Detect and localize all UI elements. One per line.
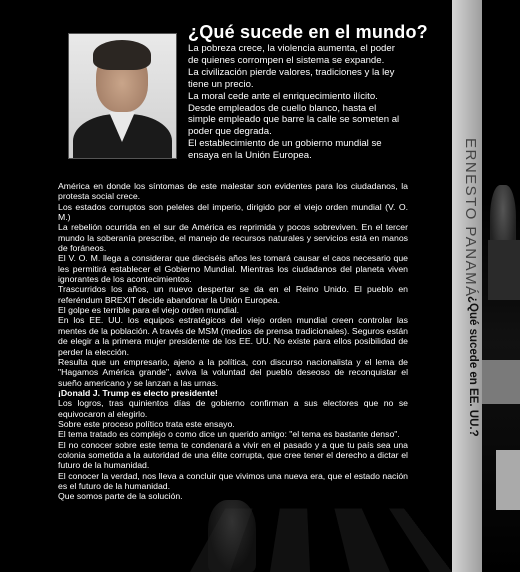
chessboard-background bbox=[150, 508, 452, 572]
spine-title: ¿Qué sucede en EE. UU.? bbox=[467, 296, 479, 437]
body-paragraph: El conocer la verdad, nos lleva a concluir que vivimos una nueva era, que el estado nación es el futuro de la humanidad. bbox=[58, 470, 408, 491]
body-paragraph: América en donde los síntomas de este malestar son evidentes para los ciudadanos, la protesta social crece. bbox=[58, 181, 408, 202]
spine-author: ERNESTO PANAMÁ bbox=[462, 138, 479, 298]
intro-paragraph: La civilización pierde valores, tradiciones y la ley tiene un precio. bbox=[188, 66, 395, 90]
chess-piece-image bbox=[208, 500, 256, 572]
back-cover-title: ¿Qué sucede en el mundo? bbox=[188, 22, 428, 42]
body-paragraph-emphasis: ¡Donald J. Trump es electo presidente! bbox=[58, 387, 218, 398]
front-cover-edge bbox=[482, 0, 520, 572]
body-paragraph: Trascurridos los años, un nuevo despertar se da en el Reino Unido. El pueblo en referéndum BREXIT decide abandonar la Unión Europea. bbox=[58, 284, 408, 305]
body-paragraph: La rebelión ocurrida en el sur de América es reprimida y pocos sobreviven. En el tercer mundo la soberanía prescribe, el manejo de recursos naturales y servicios está en manos de foráneos. bbox=[58, 222, 408, 254]
body-paragraph: En los EE. UU. los equipos estratégicos del viejo orden mundial creen controlar las mentes de la población. A través de MSM (medios de prensa tradicionales). Seguros están de elegir a la primera mujer presidente de los EE. UU. No existe para ellos posibilidad de perder la elección. bbox=[58, 315, 408, 357]
body-paragraph: Que somos parte de la solución. bbox=[58, 491, 183, 502]
chessboard-square bbox=[488, 240, 520, 300]
body-paragraph: El V. O. M. llega a considerar que dieciséis años les tomará causar el caos necesario que les permitirá establecer el Gobierno Mundial. Mientras los ciudadanos del planeta viven ignorantes de los acontecimientos. bbox=[58, 253, 408, 285]
body-paragraph: El golpe es terrible para el viejo orden mundial. bbox=[58, 305, 240, 316]
chessboard-square bbox=[496, 450, 520, 510]
intro-paragraph: La moral cede ante el enriquecimiento ilícito. Desde empleados de cuello blanco, hasta el simple empleado que barre la calle se someten al poder que degrada. bbox=[188, 90, 400, 138]
intro-text bbox=[188, 43, 405, 162]
synopsis-text bbox=[58, 181, 408, 502]
body-paragraph: Los estados corruptos son peleles del imperio, dirigido por el viejo orden mundial (V. O. M.) bbox=[58, 201, 408, 223]
body-paragraph: El no conocer sobre este tema te condenará a vivir en el pasado y a que tu país sea una colonia sometida a la autoridad de una élite corrupta, que cree tener el derecho a dictar el futuro de la humanidad. bbox=[58, 439, 408, 471]
chessboard-square bbox=[482, 360, 520, 404]
body-paragraph: Los logros, tras quinientos días de gobierno confirman a sus electores que no se equivocaron al elegirlo. bbox=[58, 398, 408, 419]
intro-paragraph: La pobreza crece, la violencia aumenta, el poder de quienes corrompen el sistema se expande. bbox=[188, 43, 395, 66]
body-paragraph: Resulta que un empresario, ajeno a la política, con discurso nacionalista y el lema de "Hagamos América grande", aviva la voluntad del pueblo deseoso de reconquistar el sueño americano y se lanzan a las urnas. bbox=[58, 356, 408, 388]
body-paragraph: Sobre este proceso político trata este ensayo. bbox=[58, 418, 235, 429]
intro-paragraph: El establecimiento de un gobierno mundial se ensaya en la Unión Europea. bbox=[188, 138, 382, 162]
body-paragraph: El tema tratado es complejo o como dice un querido amigo: "el tema es bastante denso". bbox=[58, 429, 400, 440]
author-photo bbox=[68, 33, 177, 159]
